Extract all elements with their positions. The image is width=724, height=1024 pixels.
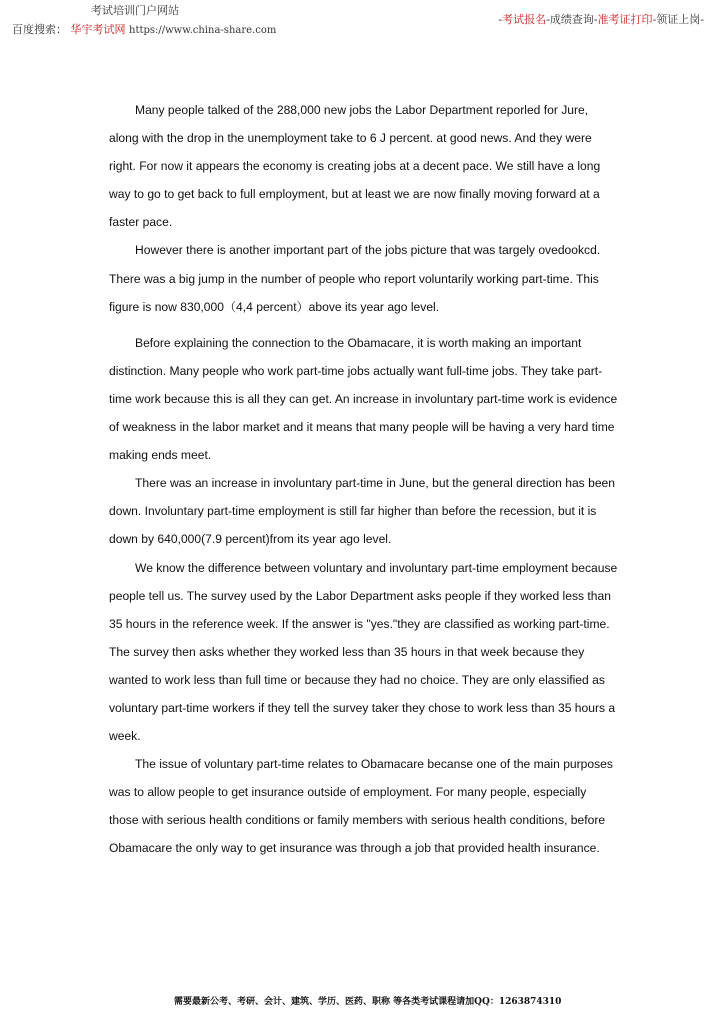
search-label: 百度搜索： — [12, 23, 67, 36]
site-title: 考试培训门户网站 — [91, 4, 179, 17]
nav-separator: - — [593, 13, 598, 26]
nav-separator: - — [498, 13, 503, 26]
nav-link-registration[interactable]: 考试报名 — [502, 13, 547, 26]
nav-separator: - — [546, 13, 550, 26]
paragraph-6: The issue of voluntary part-time relates to Obamacare becanse one of the main purposes was to allow people to get insurance outside of employment. For many people, especially those with serious health conditions or family members with serious health conditions, before Obamacare the only way to get insurance was through a job that provided health insurance. — [109, 757, 613, 856]
search-brand-link[interactable]: 华宇考试网 — [70, 23, 126, 36]
paragraph-5: We know the difference between voluntary and involuntary part-time employment because people tell us. The survey used by the Labor Department asks people if they worked less than 35 hours in the reference week. If the answer is "yes."they are classified as working part-time. The survey then asks whether they worked less than 35 hours in that week because they wanted to work less than full time or because they had no choice. They are only elassified as voluntary part-time workers if they tell the survey taker they chose to work less than 35 hours a week. — [109, 560, 618, 744]
paragraph-4: There was an increase in involuntary part-time in June, but the general direction has been down. Involuntary part-time employment is still far higher than before the recession, but it is down by 640,000(7.9 percent)from its year ago level. — [109, 476, 615, 547]
nav-link-certificate[interactable]: 领证上岗 — [656, 13, 701, 26]
paragraph-3: Before explaining the connection to the Obamacare, it is worth making an important distinction. Many people who work part-time jobs actually want full-time jobs. They take part-time work because this is all they can get. An increase in involuntary part-time work is evidence of weakness in the labor market and it means that many people will be having a very hard time making ends meet. — [109, 335, 618, 463]
nav-separator: - — [652, 13, 657, 26]
paragraph-2: However there is another important part of the jobs picture that was targely ovedookcd. There was a big jump in the number of people who report voluntarily working part-time. This figure is now 830,000（4,4 percent）above its year ago level. — [109, 243, 601, 314]
paragraph-1: Many people talked of the 288,000 new jobs the Labor Department reporled for Jure, along with the drop in the unemployment take to 6 J percent. at good news. And they were right. For now it appears the economy is creating jobs at a decent pace. We still have a long way to go to get back to full employment, but at least we are now finally moving forward at a faster pace. — [109, 103, 601, 230]
nav-link-admission-ticket[interactable]: 准考证打印 — [597, 13, 653, 26]
article-body — [109, 96, 619, 863]
search-hint — [12, 21, 276, 37]
site-url[interactable]: https://www.china-share.com — [129, 25, 277, 36]
footer-promo: 需要最新公考、考研、会计、建筑、学历、医药、职称 等各类考试课程请加QQ：1263874310 — [174, 997, 562, 1007]
top-nav — [498, 11, 704, 27]
nav-link-scores[interactable]: 成绩查询 — [549, 13, 594, 26]
nav-separator: - — [700, 13, 704, 26]
